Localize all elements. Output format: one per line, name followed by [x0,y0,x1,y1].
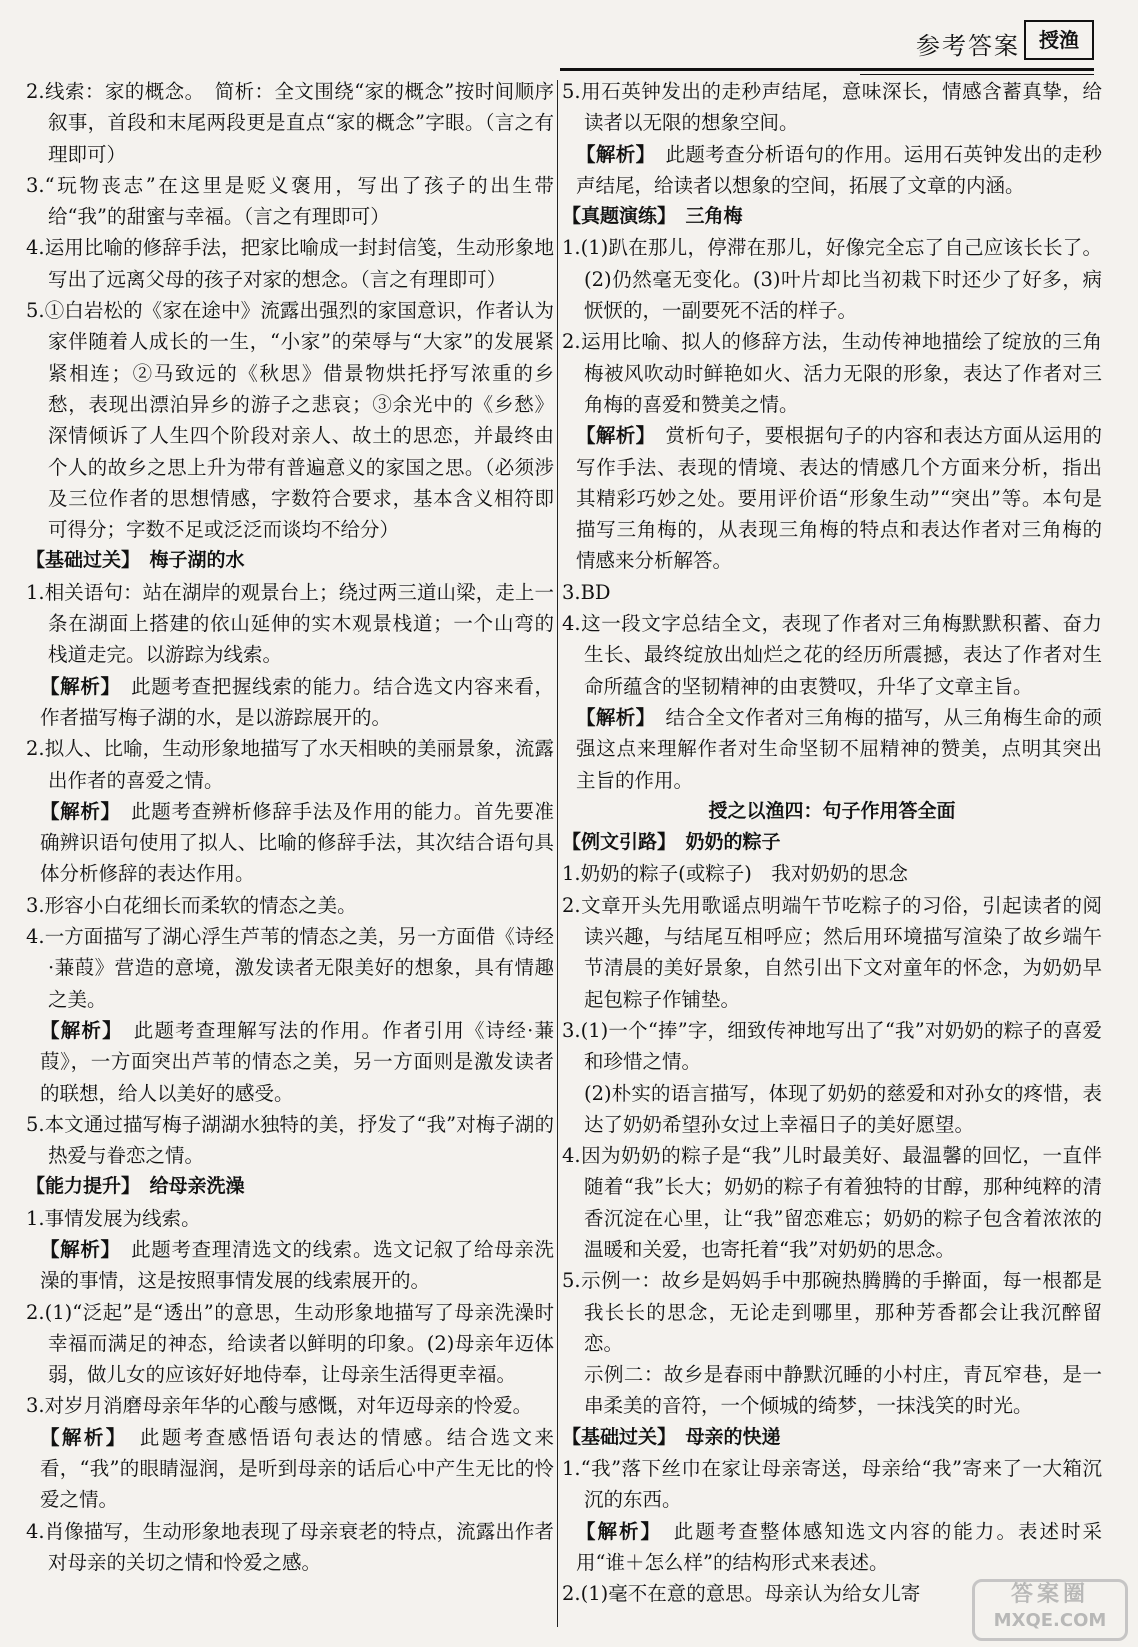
analysis-label: 【解析】 [576,705,646,729]
answer-item: 2.文章开头先用歌谣点明端午节吃粽子的习俗，引起读者的阅读兴趣，与结尾互相呼应；然后用环境描写渲染了故乡端午节清晨的美好景象，自然引出下文对童年的怀念，为奶奶早起包粽子作铺垫。 [562,893,1102,1011]
answer-item: 1.“我”落下丝巾在家让母亲寄送，母亲给“我”寄来了一大箱沉沉的东西。 [562,1457,1102,1512]
header-logo: 授渔 [1024,20,1094,60]
column-divider [557,80,558,1627]
analysis-label: 【解析】 [40,799,111,823]
watermark-logo [972,1579,1128,1641]
section-tag: 【真题演练】 [562,205,667,228]
answer-item: 5.用石英钟发出的走秒声结尾，意味深长，情感含蓄真挚，给读者以无限的想象空间。 [562,80,1102,135]
analysis-text: 此题考查整体感知选文内容的能力。表述时采用“谁＋怎么样”的结构形式来表述。 [576,1519,1102,1574]
section-heading [562,201,1102,232]
section-title: 给母亲洗澡 [130,1175,245,1198]
analysis-note [26,1234,554,1297]
answer-item: 1.(1)趴在那儿，停滞在那儿，好像完全忘了自己应该长长了。(2)仍然毫无变化。(3)叶片却比当初栽下时还少了好多，病恹恹的，一副要死不活的样子。 [562,236,1102,323]
answer-item: 1.相关语句：站在湖岸的观景台上；绕过两三道山梁，走上一条在湖面上搭建的依山延伸的实木观景栈道；一个山弯的栈道走完。以游踪为线索。 [26,580,554,667]
analysis-label: 【解析】 [576,1519,653,1543]
analysis-note [562,139,1102,202]
analysis-text: 此题考查辨析修辞手法及作用的能力。首先要准确辨识语句使用了拟人、比喻的修辞手法，其次结合语句具体分析修辞的表达作用。 [40,799,554,886]
watermark-title: 答案圈 [1010,1582,1089,1607]
section-title: 奶奶的粽子 [666,831,781,854]
answer-item: 3.形容小白花细长而柔软的情态之美。 [26,893,357,917]
answer-continuation: (2)朴实的语言描写，体现了奶奶的慈爱和对孙女的疼惜，表达了奶奶希望孙女过上幸福日子的美好愿望。 [584,1081,1102,1136]
analysis-label: 【解析】 [40,674,111,698]
answer-item: 2.(1)“泛起”是“透出”的意思，生动形象地描写了母亲洗澡时幸福而满足的神态，给读者以鲜明的印象。(2)母亲年迈体弱，做儿女的应该好好地侍奉，让母亲生活得更幸福。 [26,1300,554,1387]
answer-item: 1.奶奶的粽子(或粽子) 我对奶奶的思念 [562,862,908,886]
page-header [560,14,1094,74]
analysis-text: 此题考查把握线索的能力。结合选文内容来看，作者描写梅子湖的水，是以游踪展开的。 [40,674,554,729]
answer-item: 4.这一段文字总结全文，表现了作者对三角梅默默积蓄、奋力生长、最终绽放出灿烂之花的经历所震撼，表达了作者对生命所蕴含的坚韧精神的由衷赞叹，升华了文章主旨。 [562,612,1102,698]
header-title: 参考答案 [916,32,1020,60]
section-title: 三角梅 [666,205,743,228]
section-tag: 【基础过关】 [26,549,131,572]
analysis-label: 【解析】 [40,1425,118,1449]
analysis-note [26,796,554,890]
left-column [26,76,554,1578]
answer-item: 3.BD [562,580,611,604]
analysis-text: 此题考查理清选文的线索。选文记叙了给母亲洗澡的事情，这是按照事情发展的线索展开的。 [40,1237,554,1293]
analysis-note [26,1015,554,1109]
header-rule [560,68,1094,71]
answer-item: 5.示例一：故乡是妈妈手中那碗热腾腾的手擀面，每一根都是我长长的思念，无论走到哪里，那种芳香都会让我沉醉留恋。 [562,1269,1102,1355]
section-tag: 【基础过关】 [562,1425,667,1448]
analysis-text: 此题考查分析语句的作用。运用石英钟发出的走秒声结尾，给读者以想象的空间，拓展了文章的内涵。 [576,142,1102,197]
answer-item: 2.线索：家的概念。 简析：全文围绕“家的概念”按时间顺序叙事，首段和末尾两段更是直点“家的概念”字眼。（言之有理即可） [26,80,554,166]
analysis-note [562,1516,1102,1579]
answer-item: 5.①白岩松的《家在途中》流露出强烈的家国意识，作者认为家伴随着人成长的一生，“小家”的荣辱与“大家”的发展紧紧相连；②马致远的《秋思》借景物烘托抒写浓重的乡愁，表现出漂泊异乡的游子之悲哀；③余光中的《乡愁》深情倾诉了人生四个阶段对亲人、故土的思恋，并最终由个人的故乡之思上升为带有普遍意义的家国之思。（必须涉及三位作者的思想情感，字数符合要求，基本含义相符即可得分；字数不足或泛泛而谈均不给分） [26,299,554,542]
analysis-text: 此题考查感悟语句表达的情感。结合选文来看，“我”的眼睛湿润，是听到母亲的话后心中产生无比的怜爱之情。 [40,1425,554,1512]
answer-item: 4.因为奶奶的粽子是“我”儿时最美好、最温馨的回忆，一直伴随着“我”长大；奶奶的粽子有着独特的甘醇，那种纯粹的清香沉淀在心里，让“我”留恋难忘；奶奶的粽子包含着浓浓的温暖和关爱，也寄托着“我”对奶奶的思念。 [562,1144,1102,1261]
analysis-note [562,702,1102,796]
section-heading [562,1422,1102,1453]
section-heading [562,827,1102,858]
answer-item: 3.(1)一个“捧”字，细致传神地写出了“我”对奶奶的粽子的喜爱和珍惜之情。 [562,1018,1102,1074]
section-heading [26,1171,554,1202]
analysis-label: 【解析】 [576,142,646,166]
answer-item: 4.一方面描写了湖心浮生芦苇的情态之美，另一方面借《诗经·蒹葭》营造的意境，激发读者无限美好的想象，具有情趣之美。 [26,925,554,1011]
answer-item: 4.肖像描写，生动形象地表现了母亲衰老的特点，流露出作者对母亲的关切之情和怜爱之感。 [26,1519,554,1574]
analysis-label: 【解析】 [576,424,646,448]
analysis-text: 结合全文作者对三角梅的描写，从三角梅生命的顽强这点来理解作者对生命坚韧不屈精神的赞美，点明其突出主旨的作用。 [576,705,1102,792]
answer-continuation: 示例二：故乡是春雨中静默沉睡的小村庄，青瓦窄巷，是一串柔美的音符，一个倾城的绮梦，一抹浅笑的时光。 [584,1363,1102,1418]
analysis-label: 【解析】 [40,1237,111,1261]
analysis-note [26,1422,554,1516]
section-heading [26,545,554,576]
section-tag: 【能力提升】 [26,1175,131,1198]
answer-item: 3.对岁月消磨母亲年华的心酸与感慨，对年迈母亲的怜爱。 [26,1394,533,1418]
analysis-text: 此题考查理解写法的作用。作者引用《诗经·蒹葭》，一方面突出芦苇的情态之美，另一方面则是激发读者的联想，给人以美好的感受。 [40,1018,554,1105]
section-title: 梅子湖的水 [130,549,245,572]
analysis-label: 【解析】 [40,1018,114,1042]
answer-item: 5.本文通过描写梅子湖湖水独特的美，抒发了“我”对梅子湖的热爱与眷恋之情。 [26,1112,554,1168]
analysis-note [562,420,1102,576]
header-rule-thin [860,74,1094,75]
analysis-note [26,671,554,734]
answer-item: 2.(1)毫不在意的意思。母亲认为给女儿寄 [562,1582,921,1606]
answer-item: 4.运用比喻的修辞手法，把家比喻成一封封信笺，生动形象地写出了远离父母的孩子对家的想念。（言之有理即可） [26,236,554,291]
answer-item: 3.“玩物丧志”在这里是贬义褒用，写出了孩子的出生带给“我”的甜蜜与幸福。（言之有理即可） [26,173,554,229]
chapter-title: 授之以渔四：句子作用答全面 [708,799,956,822]
watermark-url: MXQE.COM [993,1610,1107,1631]
answer-item: 2.拟人、比喻，生动形象地描写了水天相映的美丽景象，流露出作者的喜爱之情。 [26,737,554,792]
section-tag: 【例文引路】 [562,831,667,854]
section-title: 母亲的快递 [666,1425,781,1448]
answer-item: 2.运用比喻、拟人的修辞方法，生动传神地描绘了绽放的三角梅被风吹动时鲜艳如火、活力无限的形象，表达了作者对三角梅的喜爱和赞美之情。 [562,330,1102,416]
answer-item: 1.事情发展为线索。 [26,1206,201,1230]
analysis-text: 赏析句子，要根据句子的内容和表达方面从运用的写作手法、表现的情境、表达的情感几个方面来分析，指出其精彩巧妙之处。要用评价语“形象生动”“突出”等。本句是描写三角梅的，从表现三角梅的特点和表达作者对三角梅的情感来分析解答。 [576,424,1102,573]
right-column [562,76,1102,1610]
